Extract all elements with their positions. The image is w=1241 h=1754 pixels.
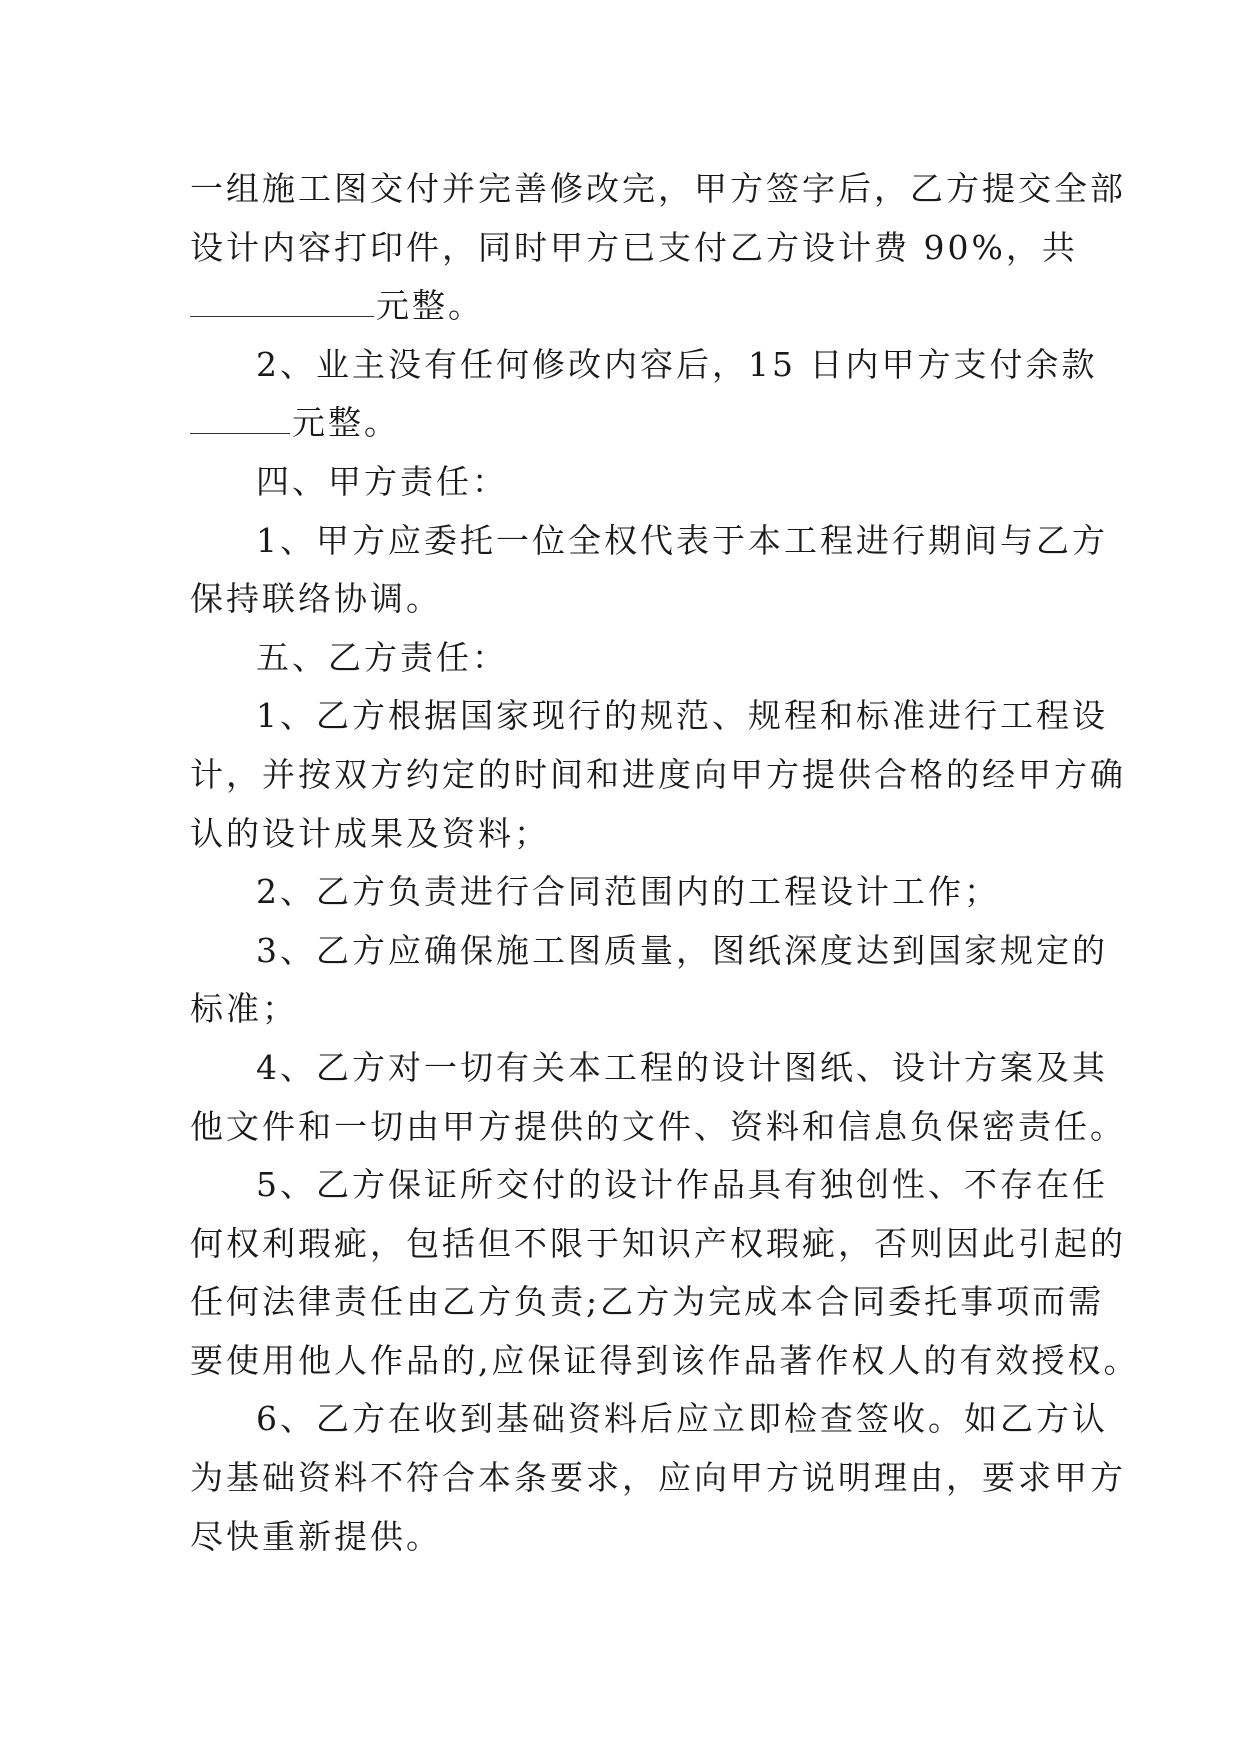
paragraph-party-b-item-2 <box>190 863 1070 922</box>
paragraph-balance-payment <box>190 336 1098 453</box>
text-fragment: 元整。 <box>292 403 400 443</box>
text-fragment: 元整。 <box>376 286 484 326</box>
text-line-with-blank <box>190 394 1070 453</box>
paragraph-party-b-item-1 <box>190 687 1126 863</box>
text-line: 计，并按双方约定的时间和进度向甲方提供合格的经甲方确 <box>190 754 1126 794</box>
paragraph-party-a-item-1 <box>190 512 1108 629</box>
paragraph-party-b-item-4 <box>190 1039 1126 1156</box>
paragraph-party-b-item-6 <box>190 1390 1126 1566</box>
text-line-with-blank <box>190 277 1070 336</box>
text-line: 5、乙方保证所交付的设计作品具有独创性、不存在任 <box>256 1165 1108 1205</box>
text-line: 认的设计成果及资料； <box>190 813 550 853</box>
text-line: 尽快重新提供。 <box>190 1516 442 1556</box>
section-heading: 五、乙方责任： <box>256 637 508 677</box>
heading-party-b-responsibility <box>190 629 1070 688</box>
text-line: 保持联络协调。 <box>190 579 442 619</box>
text-line: 何权利瑕疵，包括但不限于知识产权瑕疵，否则因此引起的 <box>190 1223 1126 1263</box>
text-line: 6、乙方在收到基础资料后应立即检查签收。如乙方认 <box>256 1399 1108 1439</box>
text-line: 设计内容打印件，同时甲方已支付乙方设计费 90%，共 <box>190 227 1078 267</box>
text-line: 为基础资料不符合本条要求，应向甲方说明理由，要求甲方 <box>190 1458 1126 1498</box>
text-line: 4、乙方对一切有关本工程的设计图纸、设计方案及其 <box>256 1047 1108 1087</box>
text-line: 2、业主没有任何修改内容后，15 日内甲方支付余款 <box>256 344 1098 384</box>
text-line: 1、乙方根据国家现行的规范、规程和标准进行工程设 <box>256 696 1108 736</box>
contract-body <box>190 160 1140 1566</box>
text-line: 一组施工图交付并完善修改完，甲方签字后，乙方提交全部 <box>190 169 1126 208</box>
text-line: 标准； <box>190 989 298 1029</box>
section-heading: 四、甲方责任： <box>256 461 508 501</box>
paragraph-payment-90 <box>190 160 1126 336</box>
paragraph-party-b-item-3 <box>190 922 1108 1039</box>
text-line: 2、乙方负责进行合同范围内的工程设计工作； <box>256 872 1000 912</box>
text-line: 任何法律责任由乙方负责;乙方为完成本合同委托事项而需 <box>190 1282 1105 1322</box>
text-line: 他文件和一切由甲方提供的文件、资料和信息负保密责任。 <box>190 1106 1126 1146</box>
heading-party-a-responsibility <box>190 453 1070 512</box>
text-line: 1、甲方应委托一位全权代表于本工程进行期间与乙方 <box>256 520 1108 560</box>
amount-blank <box>190 397 290 434</box>
text-line: 要使用他人作品的,应保证得到该作品著作权人的有效授权。 <box>190 1340 1140 1380</box>
text-line: 3、乙方应确保施工图质量，图纸深度达到国家规定的 <box>256 930 1108 970</box>
paragraph-party-b-item-5 <box>190 1156 1140 1390</box>
amount-blank <box>190 280 374 317</box>
